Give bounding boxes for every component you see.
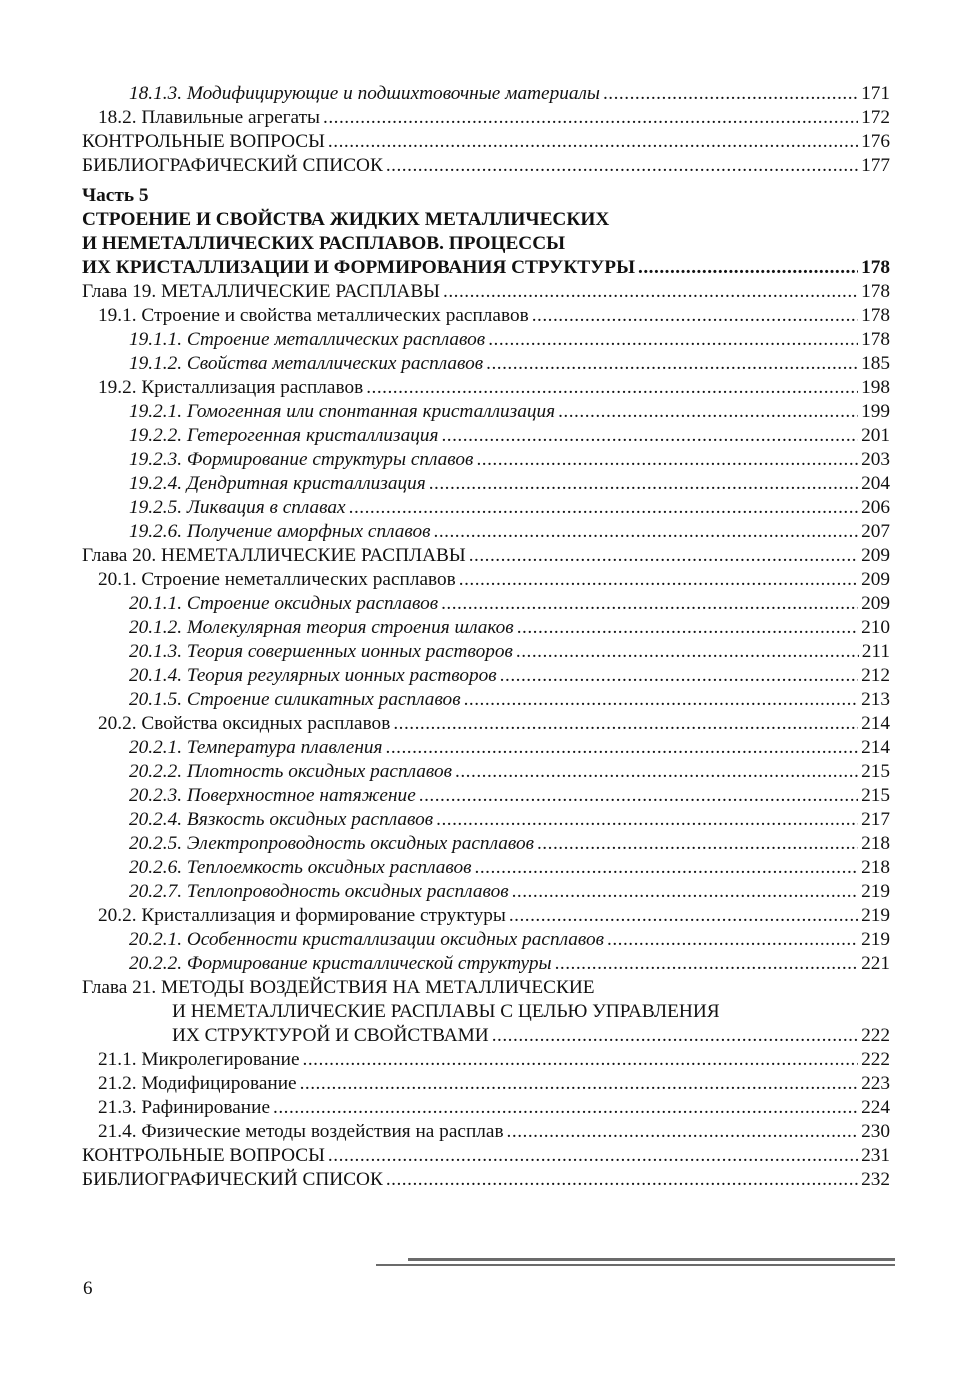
entry-title: 20.2.5. Электропроводность оксидных расплавов: [129, 833, 534, 854]
leader-dots: [303, 1048, 859, 1072]
entry-page: 224: [861, 1097, 890, 1118]
leader-dots: [607, 928, 858, 952]
entry-page: 221: [861, 953, 890, 974]
entry-title: 20.2. Свойства оксидных расплавов: [98, 713, 391, 734]
toc-entry: [82, 616, 890, 640]
toc-entry: [82, 472, 890, 496]
footer-rule: [376, 1258, 895, 1267]
leader-dots: [328, 1144, 858, 1168]
toc-entry: [82, 130, 890, 154]
leader-dots: [273, 1096, 858, 1120]
toc-entry: [82, 448, 890, 472]
leader-dots: [537, 832, 858, 856]
toc-entry: [82, 304, 890, 328]
leader-dots: [429, 472, 858, 496]
entry-title: 19.2.3. Формирование структуры сплавов: [129, 449, 474, 470]
leader-dots: [558, 400, 858, 424]
chapter-21-line-1: Глава 21. МЕТОДЫ ВОЗДЕЙСТВИЯ НА МЕТАЛЛИЧЕСКИЕ: [82, 977, 595, 998]
entry-page: 199: [861, 401, 890, 422]
entry-title: 20.1. Строение неметаллических расплавов: [98, 569, 456, 590]
entry-page: 178: [861, 281, 890, 302]
entry-page: 211: [861, 641, 890, 662]
leader-dots: [517, 616, 858, 640]
entry-title: 21.3. Рафинирование: [98, 1097, 270, 1118]
entry-title: 20.2. Кристаллизация и формирование структуры: [98, 905, 506, 926]
toc-entry: [82, 592, 890, 616]
part-label: Часть 5: [82, 185, 149, 206]
leader-dots: [393, 712, 858, 736]
entry-title: 19.2.2. Гетерогенная кристаллизация: [129, 425, 439, 446]
entry-page: 198: [861, 377, 890, 398]
entry-page: 232: [861, 1169, 890, 1190]
entry-page: 209: [861, 545, 890, 566]
entry-title: 20.1.2. Молекулярная теория строения шлаков: [129, 617, 514, 638]
leader-dots: [419, 784, 858, 808]
toc-entry: [82, 1120, 890, 1144]
entry-page: 230: [861, 1121, 890, 1142]
leader-dots: [300, 1072, 858, 1096]
table-of-contents: [82, 82, 890, 1192]
part-title-line-3: [82, 256, 890, 280]
entry-title: 19.1.2. Свойства металлических расплавов: [129, 353, 484, 374]
toc-end-section: [82, 1048, 890, 1192]
toc-entry: [82, 544, 890, 568]
entry-title: БИБЛИОГРАФИЧЕСКИЙ СПИСОК: [82, 155, 383, 176]
leader-dots: [488, 328, 858, 352]
entry-page: 214: [861, 713, 890, 734]
leader-dots: [434, 520, 859, 544]
entry-title: КОНТРОЛЬНЫЕ ВОПРОСЫ: [82, 131, 325, 152]
toc-entry: [82, 352, 890, 376]
entry-page: 185: [861, 353, 890, 374]
toc-entry: [82, 712, 890, 736]
leader-dots: [475, 856, 859, 880]
toc-entry: [82, 904, 890, 928]
leader-dots: [459, 568, 858, 592]
entry-title: 20.1.4. Теория регулярных ионных растворов: [129, 665, 497, 686]
entry-page: 219: [861, 905, 890, 926]
entry-title: 20.2.7. Теплопроводность оксидных расплавов: [129, 881, 509, 902]
leader-dots: [492, 1024, 858, 1048]
toc-entry: [82, 688, 890, 712]
leader-dots: [464, 688, 859, 712]
toc-entry: [82, 832, 890, 856]
leader-dots: [443, 280, 858, 304]
entry-page: 210: [861, 617, 890, 638]
leader-dots: [455, 760, 858, 784]
entry-title: ИХ СТРУКТУРОЙ И СВОЙСТВАМИ: [172, 1025, 489, 1046]
chapter-21-line-3: [82, 1024, 890, 1048]
entry-page: 178: [861, 257, 890, 278]
toc-entry: [82, 106, 890, 130]
toc-entry: [82, 154, 890, 178]
toc-entry: [82, 784, 890, 808]
toc-entry: [82, 1096, 890, 1120]
toc-entry: [82, 568, 890, 592]
toc-main-section: [82, 280, 890, 976]
leader-dots: [328, 130, 858, 154]
entry-title: 19.1. Строение и свойства металлических расплавов: [98, 305, 529, 326]
page-number: 6: [83, 1278, 93, 1299]
entry-title: 18.2. Плавильные агрегаты: [98, 107, 320, 128]
leader-dots: [638, 256, 858, 280]
leader-dots: [512, 880, 858, 904]
entry-title: ИХ КРИСТАЛЛИЗАЦИИ И ФОРМИРОВАНИЯ СТРУКТУРЫ: [82, 257, 636, 278]
entry-page: 206: [861, 497, 890, 518]
entry-page: 207: [861, 521, 890, 542]
entry-page: 209: [861, 569, 890, 590]
entry-title: 20.2.1. Температура плавления: [129, 737, 383, 758]
entry-title: 18.1.3. Модифицирующие и подшихтовочные материалы: [129, 83, 600, 104]
entry-title: КОНТРОЛЬНЫЕ ВОПРОСЫ: [82, 1145, 325, 1166]
leader-dots: [476, 448, 858, 472]
entry-page: 215: [861, 761, 890, 782]
entry-page: 178: [861, 329, 890, 350]
entry-page: 204: [861, 473, 890, 494]
leader-dots: [486, 352, 858, 376]
toc-entry: [82, 1144, 890, 1168]
entry-title: 20.2.6. Теплоемкость оксидных расплавов: [129, 857, 472, 878]
toc-entry: [82, 808, 890, 832]
leader-dots: [516, 640, 859, 664]
entry-title: 19.1.1. Строение металлических расплавов: [129, 329, 486, 350]
entry-page: 218: [861, 833, 890, 854]
toc-entry: [82, 880, 890, 904]
leader-dots: [441, 424, 858, 448]
entry-title: 20.1.3. Теория совершенных ионных растворов: [129, 641, 513, 662]
entry-page: 217: [861, 809, 890, 830]
entry-page: 172: [861, 107, 890, 128]
leader-dots: [509, 904, 858, 928]
entry-title: 21.1. Микролегирование: [98, 1049, 300, 1070]
entry-page: 178: [861, 305, 890, 326]
toc-entry: [82, 424, 890, 448]
leader-dots: [386, 154, 858, 178]
toc-entry: [82, 400, 890, 424]
entry-page: 201: [861, 425, 890, 446]
toc-entry: [82, 328, 890, 352]
entry-page: 215: [861, 785, 890, 806]
entry-title: 20.1.5. Строение силикатных расплавов: [129, 689, 461, 710]
leader-dots: [555, 952, 859, 976]
leader-dots: [532, 304, 858, 328]
toc-top-section: [82, 82, 890, 178]
entry-title: 19.2. Кристаллизация расплавов: [98, 377, 364, 398]
entry-title: Глава 20. НЕМЕТАЛЛИЧЕСКИЕ РАСПЛАВЫ: [82, 545, 466, 566]
entry-title: 20.1.1. Строение оксидных расплавов: [129, 593, 439, 614]
entry-title: 20.2.4. Вязкость оксидных расплавов: [129, 809, 434, 830]
leader-dots: [441, 592, 858, 616]
part-5-heading: [82, 184, 890, 280]
toc-entry: [82, 664, 890, 688]
toc-entry: [82, 760, 890, 784]
entry-page: 203: [861, 449, 890, 470]
entry-page: 222: [861, 1025, 890, 1046]
entry-title: 21.2. Модифицирование: [98, 1073, 297, 1094]
entry-title: 19.2.6. Получение аморфных сплавов: [129, 521, 431, 542]
toc-entry: [82, 1168, 890, 1192]
entry-page: 171: [861, 83, 890, 104]
leader-dots: [469, 544, 858, 568]
leader-dots: [386, 1168, 858, 1192]
entry-title: 20.2.1. Особенности кристаллизации оксидных расплавов: [129, 929, 604, 950]
leader-dots: [500, 664, 858, 688]
entry-page: 177: [861, 155, 890, 176]
chapter-21-line-2: И НЕМЕТАЛЛИЧЕСКИЕ РАСПЛАВЫ С ЦЕЛЬЮ УПРАВЛЕНИЯ: [172, 1001, 720, 1022]
part-title-line-2: И НЕМЕТАЛЛИЧЕСКИХ РАСПЛАВОВ. ПРОЦЕССЫ: [82, 233, 566, 254]
toc-entry: [82, 856, 890, 880]
toc-entry: [82, 928, 890, 952]
entry-title: 19.2.1. Гомогенная или спонтанная кристаллизация: [129, 401, 556, 422]
entry-page: 176: [861, 131, 890, 152]
toc-entry: [82, 496, 890, 520]
toc-entry: [82, 640, 890, 664]
leader-dots: [349, 496, 858, 520]
entry-page: 214: [861, 737, 890, 758]
leader-dots: [386, 736, 859, 760]
entry-page: 212: [861, 665, 890, 686]
entry-page: 222: [861, 1049, 890, 1070]
entry-page: 213: [861, 689, 890, 710]
toc-entry: [82, 736, 890, 760]
toc-entry: [82, 376, 890, 400]
toc-entry: [82, 1072, 890, 1096]
entry-title: 20.2.2. Формирование кристаллической структуры: [129, 953, 552, 974]
leader-dots: [603, 82, 858, 106]
leader-dots: [507, 1120, 859, 1144]
footer-rule-line-bottom: [376, 1264, 895, 1266]
entry-page: 223: [861, 1073, 890, 1094]
entry-page: 209: [861, 593, 890, 614]
entry-title: 21.4. Физические методы воздействия на расплав: [98, 1121, 504, 1142]
entry-title: 20.2.2. Плотность оксидных расплавов: [129, 761, 453, 782]
chapter-21-entry: [82, 976, 890, 1048]
entry-title: БИБЛИОГРАФИЧЕСКИЙ СПИСОК: [82, 1169, 383, 1190]
toc-entry: [82, 280, 890, 304]
toc-entry: [82, 1048, 890, 1072]
entry-page: 231: [861, 1145, 890, 1166]
toc-entry: [82, 520, 890, 544]
entry-title: Глава 19. МЕТАЛЛИЧЕСКИЕ РАСПЛАВЫ: [82, 281, 440, 302]
part-title-line-1: СТРОЕНИЕ И СВОЙСТВА ЖИДКИХ МЕТАЛЛИЧЕСКИХ: [82, 209, 610, 230]
entry-page: 219: [861, 929, 890, 950]
entry-page: 218: [861, 857, 890, 878]
entry-title: 19.2.4. Дендритная кристаллизация: [129, 473, 426, 494]
entry-title: 19.2.5. Ликвация в сплавах: [129, 497, 346, 518]
leader-dots: [323, 106, 858, 130]
toc-entry: [82, 952, 890, 976]
leader-dots: [436, 808, 858, 832]
toc-entry: [82, 82, 890, 106]
leader-dots: [366, 376, 858, 400]
footer-rule-line-top: [408, 1258, 895, 1261]
entry-page: 219: [861, 881, 890, 902]
entry-title: 20.2.3. Поверхностное натяжение: [129, 785, 416, 806]
